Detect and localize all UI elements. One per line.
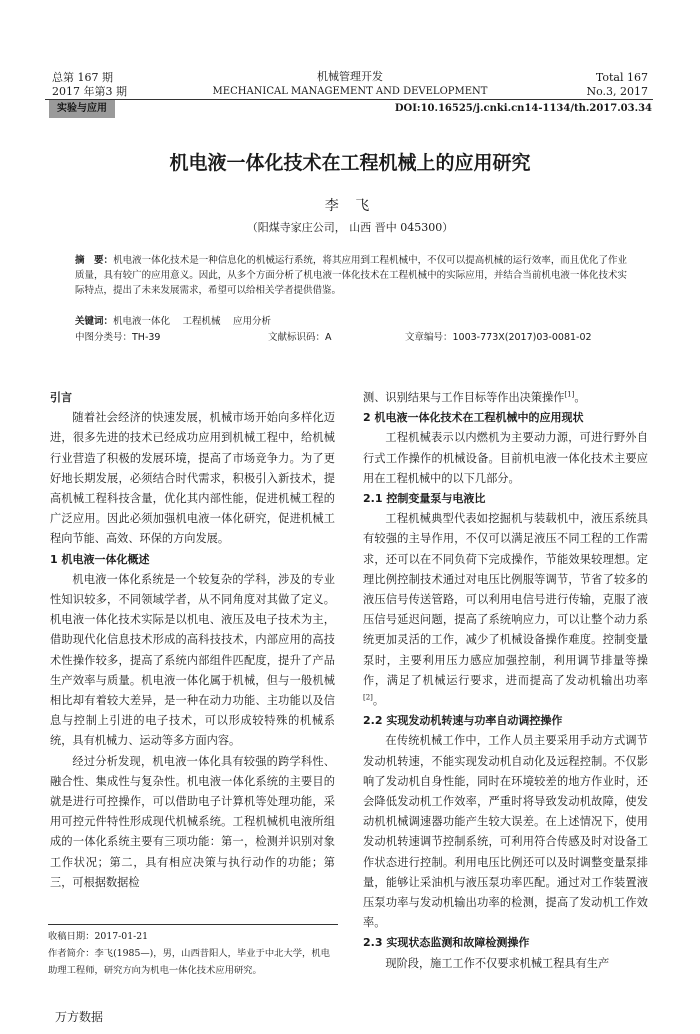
section-2-1-heading: 2.1 控制变量泵与电液比 — [363, 492, 486, 506]
continued-end: 。 — [574, 391, 586, 404]
abstract-text: 机电液一体化技术是一种信息化的机械运行系统，将其应用到工程机械中，不仅可以提高机械的运行效率，而且优化了作业质量，具有较广的应用意义。因此，从多个方面分析了机电液一体化技术在工程机械中的实际应用，并结合当前机电液一体化技术实际特点，提出了未来发展需求，希望可以给相关学者提供借鉴。 — [75, 255, 627, 296]
section-2-3-paragraph: 现阶段，施工工作不仅要求机械工程具有生产 — [385, 956, 610, 970]
keywords — [75, 313, 271, 327]
intro-paragraph: 随着社会经济的快速发展，机械市场开始向多样化迈进，很多先进的技术已经成功应用到机械工程中，给机械行业营造了积极的发展环境，提高了市场竞争力。为了更好地长期发展，必须结合时代需求，积极引入新技术，提高机械工程科技含量，优化其内部性能，促进机械工程的广泛应用。因此必须加强机电液一体化研究，促进机械工程向节能、高效、环保的方向发展。 — [50, 411, 335, 546]
continued-paragraph — [363, 388, 648, 408]
right-column — [363, 388, 648, 974]
section-2-1-text: 工程机械典型代表如挖掘机与装载机中，液压系统具有较强的主导作用，不仅可以满足液压不同工程的工作需求，还可以在不同负荷下完成操作，节能效果较理想。定理比例控制技术通过对电压比例服等调节，节省了较多的液压信号传送管路，可以利用电信号进行传输，克服了液压信号延迟问题，提高了系统响应力，可以让整个动力系统更加灵活的工作，减少了机械设备操作难度。控制变量泵时，主要利用压力感应加强控制，利用调节排量等操作，满足了机械运行要求，进而提高了发动机输出功率 — [363, 512, 648, 687]
issue-number-en: No.3, 2017 — [586, 85, 648, 98]
doi: DOI:10.16525/j.cnki.cn14-1134/th.2017.03.34 — [394, 103, 652, 114]
intro-heading: 引言 — [50, 391, 72, 404]
abstract-label: 摘 要： — [75, 255, 114, 266]
section-2-1-paragraph — [363, 509, 648, 711]
citation-2[interactable]: [2] — [363, 693, 373, 702]
section-2-heading: 2 机电液一体化技术在工程机械中的应用现状 — [363, 411, 584, 425]
journal-title-en: MECHANICAL MANAGEMENT AND DEVELOPMENT — [212, 86, 488, 97]
article-number: 文章编号：1003-773X(2017)03-0081-02 — [405, 332, 592, 343]
issue-year: 2017 年第3 期 — [52, 85, 127, 98]
clc-number: 中图分类号：TH-39 — [75, 332, 161, 343]
journal-title-cn: 机械管理开发 — [317, 70, 383, 83]
received-date: 收稿日期：2017-01-21 — [48, 931, 149, 942]
section-2-paragraph: 工程机械表示以内燃机为主要动力源，可进行野外自行式工作操作的机械设备。目前机电液一体化技术主要应用在工程机械中的以下几部分。 — [363, 431, 648, 485]
document-code: 文献标识码：A — [268, 332, 332, 343]
continued-text: 测、识别结果与工作目标等作出决策操作 — [363, 391, 565, 404]
section-badge: 实验与应用 — [49, 100, 115, 118]
section-2-1-end: 。 — [372, 694, 385, 708]
paper-title: 机电液一体化技术在工程机械上的应用研究 — [169, 152, 531, 174]
section-2-3-heading: 2.3 实现状态监测和故障检测操作 — [363, 936, 530, 950]
section-1-paragraph-2: 经过分析发现，机电液一体化具有较强的跨学科性、融合性、集成性与复杂性。机电液一体化系统的主要目的就是进行可控操作，可以借助电子计算机等处理功能，采用可控元件特性形成现代机械系统。工程机械机电液所组成的一体化系统主要有三项功能：第一，检测并识别对象工作状况；第二，具有相应决策与执行动作的功能；第三，可根据数据检 — [50, 754, 335, 889]
keywords-label: 关键词： — [75, 316, 114, 327]
section-2-2-paragraph: 在传统机械工作中，工作人员主要采用手动方式调节发动机转速，不能实现发动机自动化及远程控制。不仅影响了发动机自身性能，同时在环境较差的地方作业时，还会降低发动机工作效率，严重时将导致发动机故障，使发动机机械调速器功能产生较大误差。在上述情况下，使用发动机转速调节控制系统，可利用符合传感及时对设备工作状态进行控制。利用电压比例还可以及时调整变量泵排量，能够让采油机与液压泵功率匹配。通过对工作装置液压泵功率与发动机输出功率的检测，提高了发动机工作效率。 — [363, 734, 648, 930]
keywords-text: 机电液一体化 工程机械 应用分析 — [113, 316, 272, 327]
issue-total-en: Total 167 — [595, 71, 648, 84]
left-column — [50, 388, 335, 893]
section-1-paragraph-1: 机电液一体化系统是一个较复杂的学科，涉及的专业性知识较多，不同领域学者，从不同角度对其做了定义。机电液一体化技术实际是以机电、液压及电子技术为主，借助现代化信息技术形成的高科技技术，内部应用的高技术性操作较多，提高了系统内部组件匹配度，提升了产品生产效率与质量。机电液一体化属于机械，但与一般机械相比却有着较大差异，是一种在动力功能、主功能以及信息与控制上引进的电子技术，可以形成较特殊的机械系统，具有机械力、运动等多方面内容。 — [50, 572, 335, 748]
citation-1[interactable]: [1] — [564, 390, 575, 399]
author: 李 飞 — [324, 198, 376, 214]
author-bio: 作者简介：李飞(1985—)，男，山西昔阳人，毕业于中北大学，机电助理工程师，研究方向为机电一体化技术应用研究。 — [48, 948, 330, 976]
footnote-rule — [48, 924, 338, 925]
affiliation: （阳煤寺家庄公司， 山西 晋中 045300） — [246, 221, 454, 234]
issue-total: 总第 167 期 — [52, 71, 113, 84]
abstract — [75, 253, 627, 298]
header-rule — [45, 99, 653, 100]
wanfang-watermark: 万方数据 — [55, 1010, 104, 1024]
section-1-heading: 1 机电液一体化概述 — [50, 552, 150, 566]
section-2-2-heading: 2.2 实现发动机转速与功率自动调控操作 — [363, 714, 563, 728]
